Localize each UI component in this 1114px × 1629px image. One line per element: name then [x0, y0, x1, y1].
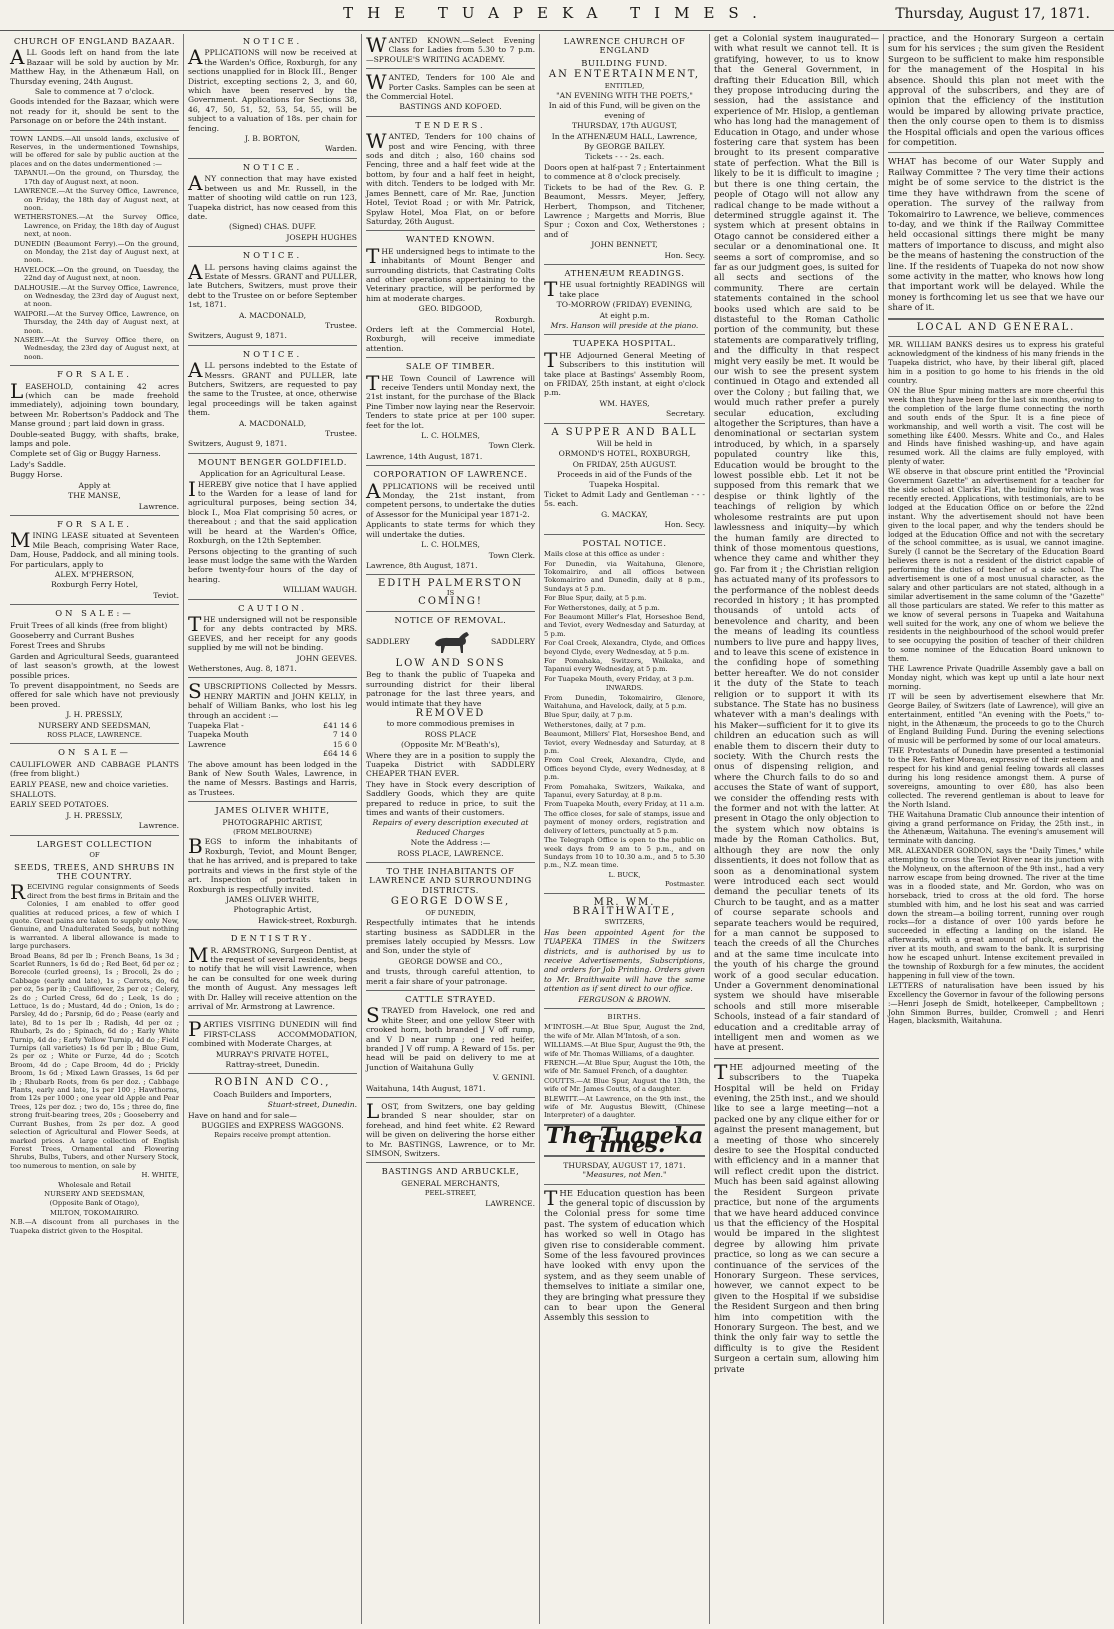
editorial-continued: get a Colonial system inaugurated—with what result we cannot tell. It is gratifying, however, to us to know that the General Government, in drafting their Education Bill, which they propose introducing during the session, had the assistance and experience of Mr. Hislop, a gentleman who has long had the management of Education in Otago, and under whose fostering care that system has been brought to its present comparative state of perfection. What the Bill is likely to be it is difficult to imagine ; but there is one thing certain, the people of Otago will not allow any radical change to be made without a determined struggle against it. The system which at present obtains in Otago cannot be considered either a secular or a denominational one. It seems a sort of compromise, and so far as our judgment goes, is suited for all sects and sections of the community. There are certain statements contained in the school books used which are said to be distasteful to the Roman Catholic portion of the community, but these statements are comparatively trifling, and the difficulty in that respect might very easily be met. It would be our wish to see the present system continued in Otago and extended all over the Colony ; but failing that, we would much rather prefer a purely secular education, excluding altogether the Scriptures, than have a denominational or sectarian system introduced, by which, in a sparsely populated country like this, Education would be brought to the lowest possible ebb. Let it not be supposed from this remark that we despise or think lightly of the teachings of religion by which wholesome restraints are put upon lawlessness and iniquity—by which the human family are directed to think of those momentous questions, whence they came and whither they go. Far from it ; the Christian religion has actuated many of its professors to the performance of the noblest deeds recorded in history ; it has prompted thousands of untold acts of benevolence and charity, and been the means of leading its countless numbers to live pure and happy lives, and to leave this scene of existence in the confiding hope of something better hereafter. We do not consider it the duty of the State to teach religion or to support it with its substance. The State has no business whatever with a man's dealings with his Maker—sufficient for it to give its children an education such as will enable them to discern their duty to society. With the Church rests the onus of dispensing religion, and where the Church fails to do so and accuses the State of want of support, we consider the offending rests with the former and not with the latter. At present in Otago the only objection to the system which now obtains is made by the Roman Catholics. But, although they are now the only dissentients, it does not follow that as soon as a denominational system were introduced each sect would demand the peculiar tenets of its Church to be taught, and as a matter of course separate schools and separate teachers would be required, for a man cannot be supposed to teach the creeds of all the Churches and at the same time inculcate into the youth of his charge the ground work of a good secular education. Under a Government denominational system we should have miserable schools and still more miserable Schools, instead of a fair standard of education and a creditable array of intelligent men and women as we have at present.	[714, 34, 879, 1054]
seeds-ad: RECEIVING regular consignments of Seeds direct from the best firms in Britain and the Colonies, I am enabled to offer good qualities at reduced prices, a few of which I quote. Great pains are taken to supply only New, Genuine, and Unadulterated Seeds, but nothing is warranted. A liberal allowance is made to large purchasers. Broad Beans, 8d per lb ; French Beans, 1s 3d ; Scarlet Runners, 1s 6d do ; Red Beet, 6d per oz ; Borecole (curled greens), 1s ; Brocoli, 2s do ; Cabbage (early and late), 1s ; Carrots, do, 6d per oz, 5s per lb ; Cauliflower, 2s per oz ; Celery, 2s do ; Curled Cress, 6d do ; Leek, 1s do ; Lettuce, 1s do ; Mustard, 4d do ; Onion, 1s do ; Parsley, 4d do ; Parsnip, 6d do ; Pease (early and late), 8d to 1s per lb ; Radish, 4d per oz ; Rhubarb, 2s do ; Spinach, 6d do ; Early White Turnip, 4d do ; Early Yellow Turnip, 4d do ; Field Turnips (all varieties) 1s 6d per lb ; Blue Gum, 2s per oz ; White or Furze, 4d do ; Scotch Broom, 4d do ; Cape Broom, 4d do ; Prickly Broom, 1s 6d ; Mixed Lawn Grasses, 1s 6d per lb ; Rhubarb Roots, from 6s per doz. ; Cabbage Plants, early and late, 1s per 100 ; Hawthorns, from 12s per 1000 ; one year old Apple and Pear Trees, 12s per doz. ; two do, 15s ; three do, fine strong fruit-bearing trees, 20s ; Gooseberry and Currant Bushes, from 2s per doz. A good selection of Agricultural and Flower Seeds, at marked prices. A large collection of English Forest Trees, Ornamental and Flowering Shrubs, Bulbs, Tubers, and other Nursery Stock, too numerous to mention, on sale by H. WHITE, Wholesale and Retail NURSERY AND SEEDSMAN, (Opposite Bank of Otago), MILTON, TOKOMAIRIRO. N.B.—A discount from all purchases in the Tuapeka district given to the Hospital.	[10, 880, 179, 1235]
town-lands-ad: TOWN LANDS.—All unsold lands, exclusive of Reserves, in the undermentioned Townships, will be offered for sale by public auction at the places and on the dates undermentioned :— TAPANUI.—On the ground, on Thursday, the 17th day of August next, at noon. LAWRENCE.—At the Survey Office, Lawrence, on Friday, the 18th day of August next, at noon. WETHERSTONES.—At the Survey Office, Lawrence, on Friday, the 18th day of August next, at noon. DUNEDIN (Beaumont Ferry).—On the ground, on Monday, the 21st day of August next, at noon. HAVELOCK.—On the ground, on Tuesday, the 22nd day of August next, at noon. DALHOUSIE.—At the Survey Office, Lawrence, on Wednesday, the 23rd day of August next, at noon. WAIPORI.—At the Survey Office, Lawrence, on Thursday, the 24th day of August next, at noon. NASEBY.—At the Survey Office there, on Wednesday, the 23rd day of August next, at noon.	[10, 134, 179, 361]
mining-lease-ad: MINING LEASE situated at Seventeen Mile Beach, comprising Water Race, Dam, House, Paddock, and all mining tools. For particulars, apply to ALEX. M'PHERSON, Roxburgh Ferry Hotel, Teviot.	[10, 528, 179, 600]
column-6	[884, 34, 1108, 1624]
saddlery-banner: SADDLERY SADDLERY	[366, 629, 535, 655]
debts-notice: ALL persons indebted to the Estate of Messrs. GRANT and PULLER, late Butchers, Switzers, are requested to pay the same to the Trustee, at once, otherwise legal proceedings will be taken against them. A. MACDONALD, Trustee. Switzers, August 9, 1871.	[188, 358, 357, 449]
leasehold-ad: LEASEHOLD, containing 42 acres (which can be made freehold immediately), adjoining town boundary, between Mr. Robertson's Paddock and The Manse ground ; part laid down in grass. Double-seated Buggy, with shafts, brake, lamps and pole. Complete set of Gig or Buggy Harness. Lady's Saddle. Buggy Horse. Apply at THE MANSE, Lawrence.	[10, 378, 179, 511]
wardens-notice: APPLICATIONS will now be received at the Warden's Office, Roxburgh, for any sections unapplied for in Block III., Benger District, excepting sections 2, 3, and 60, which have been reserved by the Government. Applications for Sections 38, 46, 47, 50, 51, 52, 53, 54, 55, will be subject to a valuation of 18s. per chain for fencing. J. B. BORTON, Warden.	[188, 45, 357, 154]
news-item: THE Protestants of Dunedin have presented a testimonial to the Rev. Father Moreau, expressive of their esteem and respect for his kind and genial feeling towards all classes during his long residence amongst them. A purse of sovereigns, amounting to over £80, has also been collected. The reverend gentleman is about to leave for the North Island.	[888, 746, 1104, 809]
newspaper-title: THE TUAPEKA TIMES.	[343, 4, 771, 22]
births-heading: BIRTHS.	[607, 1013, 642, 1021]
entertainment-ad: ENTITLED, "AN EVENING WITH THE POETS," In aid of this Fund, will be given on the evening of THURSDAY, 17th AUGUST, In the ATHENÆUM HALL, Lawrence, By GEORGE BAILEY. Tickets - - - 2s. each. Doors open at half-past 7 ; Entertainment to commence at 8 o'clock precisely. Tickets to be had of the Rev. G. P. Beaumont, Messrs. Meyer, Jeffery, Herbert, Thompson, and Titchener, Lawrence ; Margetts and Morris, Blue Spur ; Coxon and Cox, Wetherstones ; and of JOHN BENNETT, Hon. Secy.	[544, 81, 705, 260]
news-item: IT will be seen by advertisement elsewhere that Mr. George Bailey, of Switzers (late of Lawrence), will give an entertainment, entitled "An evening with the Poets," to-night, in the Athenæum, the proceeds to go to the Church of England Building Fund. During the evening selections of music will be performed by some of our local amateurs.	[888, 691, 1104, 746]
wanted-known-heading: WANTED KNOWN.	[406, 234, 495, 245]
supper-ball-ad: Will be held in ORMOND'S HOTEL, ROXBURGH, On FRIDAY, 25th AUGUST. Proceeds in aid of the Funds of the Tuapeka Hospital. Ticket to Admit Lady and Gentleman - - - 5s. each. G. MACKAY, Hon. Secy.	[544, 439, 705, 530]
timber-heading: SALE OF TIMBER.	[405, 361, 496, 372]
tenders-heading: TENDERS.	[415, 119, 486, 130]
column-1: CHURCH OF ENGLAND BAZAAR. ALL Goods left on hand from the late Bazaar will be sold by auction by Mr. Matthew Hay, in the Athenæum Hall, on Thursday evening, 24th August. Sale to commence at 7 o'clock. Goods intended for the Bazaar, which were not ready for it, should be sent to the Parsonage on or before the 24th instant. TOWN LANDS.—All unsold lands, exclusive of Reserves, in the undermentioned Townships, will be offered for sale by public auction at the places and on the dates undermentioned :— TAPANUI.—On the ground, on Thursday, the 17th day of August next, at noon. LAWRENCE.—At the Survey Office, Lawrence, on Friday, the 18th day of August next, at noon. WETHERSTONES.—At the Survey Office, Lawrence, on Friday, the 18th day of August next, at noon. DUNEDIN (Beaumont Ferry).—On the ground, on Monday, the 21st day of August next, at noon. HAVELOCK.—On the ground, on Tuesday, the 22nd day of August next, at noon. DALHOUSIE.—At the Survey Office, Lawrence, on Wednesday, the 23rd day of August next, at noon. WAIPORI.—At the Survey Office, Lawrence, on Thursday, the 24th day of August next, at noon. NASEBY.—At the Survey Office there, on Wednesday, the 23rd day of August next, at noon. FOR SALE. LEASEHOLD, containing 42 acres (which can be made freehold immediately), adjoining town boundary, between Mr. Robertson's Paddock and The Manse ground ; part laid down in grass. Double-seated Buggy, with shafts, brake, lamps and pole. Complete set of Gig or Buggy Harness. Lady's Saddle. Buggy Horse. Apply at THE MANSE, Lawrence. FOR SALE. MINING LEASE situated at Seventeen Mile Beach, comprising Water Race, Dam, House, Paddock, and all mining tools. For particulars, apply to ALEX. M'PHERSON, Roxburgh Ferry Hotel, Teviot. ON SALE:— Fruit Trees of all kinds (free from blight) Gooseberry and Currant Bushes Forest Trees and Shrubs Garden and Agricultural Seeds, guaranteed of last season's growth, at the lowest possible prices. To prevent disappointment, no Seeds are offered for sale which have not previously been proved. J. H. PRESSLY, NURSERY AND SEEDSMAN, ROSS PLACE, LAWRENCE. ON SALE— CAULIFLOWER AND CABBAGE PLANTS (free from blight.) EARLY PEASE, new and choice varieties. SHALLOTS. EARLY SEED POTATOES. J. H. PRESSLY, Lawrence. LARGEST COLLECTION OF SEEDS, TREES, AND SHRUBS IN THE COUNTRY. RECEIVING regular consignments of Seeds direct from the best firms in Britain and the Colonies, I am enabled to offer good qualities at reduced prices, a few of which I quote. Great pains are taken to supply only New, Genuine, and Unadulterated Seeds, but nothing is warranted. A liberal allowance is made to large purchasers. Broad Beans, 8d per lb ; French Beans, 1s 3d ; Scarlet Runners, 1s 6d do ; Red Beet, 6d per oz ; Borecole (curled greens), 1s ; Brocoli, 2s do ; Cabbage (early and late), 1s ; Carrots, do, 6d per oz, 5s per lb ; Cauliflower, 2s per oz ; Celery, 2s do ; Curled Cress, 6d do ; Leek, 1s do ; Lettuce, 1s do ; Mustard, 4d do ; Onion, 1s do ; Parsley, 4d do ; Parsnip, 6d do ; Pease (early and late), 8d to 1s per lb ; Radish, 4d per oz ; Rhubarb, 2s do ; Spinach, 6d do ; Early White Turnip, 4d do ; Early Yellow Turnip, 4d do ; Field Turnips (all varieties) 1s 6d per lb ; Blue Gum, 2s per oz ; White or Furze, 4d do ; Scotch Broom, 4d do ; Cape Broom, 4d do ; Prickly Broom, 1s 6d ; Mixed Lawn Grasses, 1s 6d per lb ; Rhubarb Roots, from 6s per doz. ; Cabbage Plants, early and late, 1s per 100 ; Hawthorns, from 12s per 1000 ; one year old Apple and Pear Trees, 12s per doz. ; two do, 15s ; three do, fine strong fruit-bearing trees, 20s ; Gooseberry and Currant Bushes, from 2s per doz. A good selection of Agricultural and Flower Seeds, at marked prices. A large collection of English Forest Trees, Ornamental and Flowering Shrubs, Bulbs, Tubers, and other Nursery Stock, too numerous to mention, on sale by H. WHITE, Wholesale and Retail NURSERY AND SEEDSMAN, (Opposite Bank of Otago), MILTON, TOKOMAIRIRO. N.B.—A discount from all purchases in the Tuapeka district given to the Hospital.	[6, 34, 184, 1624]
postal-notice: Mails close at this office as under : For Dunedin, via Waitahuna, Glenore, Tokomairiro, and all offices between Tokomairiro and Dunedin, daily at 8 p.m., Sundays at 5 p.m. For Blue Spur, daily, at 5 p.m. For Wetherstones, daily, at 5 p.m. For Beaumont Miller's Flat, Horseshoe Bend, and Teviot, every Wednesday and Saturday, at 5 p.m. For Coal Creek, Alexandra, Clyde, and Offices beyond Clyde, every Wednesday, at 5 p.m. For Pomahaka, Switzers, Waikaka, and Tapanui every Wednesday, at 5 p.m. For Tuapeka Mouth, every Friday, at 3 p.m. INWARDS. From Dunedin, Tokomairiro, Glenore, Waitahuna, and Havelock, daily, at 5 p.m. Blue Spur, daily, at 7 p.m. Wetherstones, daily, at 7 p.m. Beaumont, Millers' Flat, Horseshoe Bend, and Teviot, every Wednesday and Saturday, at 8 p.m. From Coal Creek, Alexandra, Clyde, and Offices beyond Clyde, every Wednesday, at 8 p.m. From Pomahaka, Switzers, Waikaka, and Tapanui, every Saturday, at 8 p.m. From Tuapeka Mouth, every Friday, at 11 a.m. The office closes, for sale of stamps, issue and payment of money orders, registration and delivery of letters, punctually at 5 p.m. The Telegraph Office is open to the public on week days from 9 am to 5 p.m., and on Sundays from 10 to 10.30 a.m., and 5 to 5.30 p.m., N.Z. mean time. L. BUCK, Postmaster.	[544, 550, 705, 889]
bastings-heading: BASTINGS AND ARBUCKLE,	[381, 1166, 520, 1177]
bazaar-ad: ALL Goods left on hand from the late Bazaar will be sold by auction by Mr. Matthew Hay, in the Athenæum Hall, on Thursday evening, 24th August. Sale to commence at 7 o'clock. Goods intended for the Bazaar, which were not ready for it, should be sent to the Parsonage on or before the 24th instant.	[10, 45, 179, 126]
editorial-nameplate: The Tuapeka Times.	[545, 1122, 704, 1159]
veterinary-ad: THE undersigned begs to intimate to the inhabitants of Mount Benger and surrounding districts, that Castrating Colts and other operations appertaining to the Veterinary practice, will be performed by him at moderate charges. GEO. BIDGOOD, Roxburgh. Orders left at the Commercial Hotel, Roxburgh, will receive immediate attention.	[366, 243, 535, 353]
local-general-heading: LOCAL AND GENERAL.	[916, 321, 1076, 333]
notice-heading-4: NOTICE.	[242, 348, 303, 359]
fruit-trees-ad: Fruit Trees of all kinds (free from blight) Gooseberry and Currant Bushes Forest Trees and Shrubs Garden and Agricultural Seeds, guaranteed of last season's growth, at the lowest possible prices. To prevent disappointment, no Seeds are offered for sale which have not previously been proved. J. H. PRESSLY, NURSERY AND SEEDSMAN, ROSS PLACE, LAWRENCE.	[10, 620, 179, 740]
low-and-sons-ad: Beg to thank the public of Tuapeka and surrounding district for their liberal patronage for the last three years, and would intimate that they have REMOVED to more commodious premises in ROSS PLACE (Opposite Mr. M'Beath's), Where they are in a position to supply the Tuapeka District with SADDLERY CHEAPER THAN EVER. They have in Stock every description of Saddlery Goods, which they are quite prepared to reduce in price, to suit the times and wants of their customers. Repairs of every description executed at Reduced Charges Note the Address :— ROSS PLACE, LAWRENCE.	[366, 670, 535, 858]
timber-ad: THE Town Council of Lawrence will receive Tenders until Monday next, the 21st instant, for the purchase of the Black Pine Timber now laying near the Reservoir. Tenders to state price at per 100 super. feet for the lot. L. C. HOLMES, Town Clerk. Lawrence, 14th August, 1871.	[366, 370, 535, 461]
braithwaite-heading: MR. WM. BRAITHWAITE,	[572, 896, 677, 917]
hospital-editorial-end: practice, and the Honorary Surgeon a certain sum for his services ; the sum given the Resident Surgeon to be sufficient to make him responsible for the management of the Hospital in his absence. Should this plan not meet with the approval of the subscribers, and they are of opinion that the efficiency of the institution would be impared by allowing private practice, then the only course open to them is to dismiss the Hospital officials and open the various offices for competition.	[888, 34, 1104, 149]
dentistry-ad: MR. ARMSTRONG, Surgeon Dentist, at the request of several residents, begs to notify that he will visit Lawrence, when he can be consulted for one week during the month of August. Any messages left with Dr. Halley will receive attention on the arrival of Mr. Armstrong at Lawrence.	[188, 942, 357, 1011]
subs-row: Tuapeka Mouth 7 14 0	[188, 730, 357, 740]
hotel-ad: PARTIES VISITING DUNEDIN will find FIRST-CLASS ACCOMMODATION, combined with Moderate Charges, at MURRAY'S PRIVATE HOTEL, Rattray-street, Dunedin.	[188, 1017, 357, 1069]
hospital-ad: THE Adjourned General Meeting of Subscribers to this institution will take place at Bastings' Assembly Room, on FRIDAY, 25th instant, at eight o'clock p.m. WM. HAYES, Secretary.	[544, 347, 705, 419]
water-supply-editorial: WHAT has become of our Water Supply and Railway Committee ? The very time their actions might be of some service to the district is the time they have withdrawn from the scene of operation. The survey of the railway from Tokomairiro to Lawrence, we believe, commences to-day, and we think if the Railway Committee held occasional sittings there might be many matters of importance to discuss, and might also be the means of hastening the construction of the line. If the residents of Tuapeka do not now show some activity in the matter, who knows how long that important work will be delayed. While the money is forthcoming let us see that we have our share of it.	[888, 157, 1104, 314]
on-sale-heading: ON SALE:—	[55, 608, 134, 619]
cauliflower-ad: CAULIFLOWER AND CABBAGE PLANTS (free from blight.) EARLY PEASE, new and choice varieties. SHALLOTS. EARLY SEED POTATOES. J. H. PRESSLY, Lawrence.	[10, 759, 179, 831]
braithwaite-ad: SWITZERS, Has been appointed Agent for the TUAPEKA TIMES in the Switzers districts, and is authorised by us to receive Advertisements, Subscriptions, and orders for Job Printing. Orders given to Mr. Braithwaite will have the same attention as if sent direct to our office. FERGUSON & BROWN.	[544, 918, 705, 1004]
dowse-heading: GEORGE DOWSE,	[390, 896, 511, 908]
issue-date: Thursday, August 17, 1871.	[895, 6, 1090, 22]
subscriptions-ad: SUBSCRIPTIONS Collected by Messrs. HENRY MARTIN and JOHN KELLY, in behalf of William Banks, who lost his leg through an accident :— Tuapeka Flat - £41 14 6 Tuapeka Mouth 7 14 0 Lawrence 15 6 0 £64 14 6 The above amount has been lodged in the Bank of New South Wales, Lawrence, in the name of Messrs. Bastings and Harris, as Trustees.	[188, 679, 357, 797]
hospital-heading: TUAPEKA HOSPITAL.	[572, 338, 677, 349]
column-4: LAWRENCE CHURCH OF ENGLAND BUILDING FUND. AN ENTERTAINMENT, ENTITLED, "AN EVENING WITH THE POETS," In aid of this Fund, will be given on the evening of THURSDAY, 17th AUGUST, In the ATHENÆUM HALL, Lawrence, By GEORGE BAILEY. Tickets - - - 2s. each. Doors open at half-past 7 ; Entertainment to commence at 8 o'clock precisely. Tickets to be had of the Rev. G. P. Beaumont, Messrs. Meyer, Jeffery, Herbert, Thompson, and Titchener, Lawrence ; Margetts and Morris, Blue Spur ; Coxon and Cox, Wetherstones ; and of JOHN BENNETT, Hon. Secy. ATHENÆUM READINGS. THE usual fortnightly READINGS will take place TO-MORROW (FRIDAY) EVENING, At eight p.m. Mrs. Hanson will preside at the piano. TUAPEKA HOSPITAL. THE Adjourned General Meeting of Subscribers to this institution will take place at Bastings' Assembly Room, on FRIDAY, 25th instant, at eight o'clock p.m. WM. HAYES, Secretary. A SUPPER AND BALL Will be held in ORMOND'S HOTEL, ROXBURGH, On FRIDAY, 25th AUGUST. Proceeds in aid of the Funds of the Tuapeka Hospital. Ticket to Admit Lady and Gentleman - - - 5s. each. G. MACKAY, Hon. Secy. POSTAL NOTICE. Mails close at this office as under : For Dunedin, via Waitahuna, Glenore, Tokomairiro, and all offices between Tokomairiro and Dunedin, daily at 8 p.m., Sundays at 5 p.m. For Blue Spur, daily, at 5 p.m. For Wetherstones, daily, at 5 p.m. For Beaumont Miller's Flat, Horseshoe Bend, and Teviot, every Wednesday and Saturday, at 5 p.m. For Coal Creek, Alexandra, Clyde, and Offices beyond Clyde, every Wednesday, at 5 p.m. For Pomahaka, Switzers, Waikaka, and Tapanui every Wednesday, at 5 p.m. For Tuapeka Mouth, every Friday, at 3 p.m. INWARDS. From Dunedin, Tokomairiro, Glenore, Waitahuna, and Havelock, daily, at 5 p.m. Blue Spur, daily, at 7 p.m. Wetherstones, daily, at 7 p.m. Beaumont, Millers' Flat, Horseshoe Bend, and Teviot, every Wednesday and Saturday, at 8 p.m. From Coal Creek, Alexandra, Clyde, and Offices beyond Clyde, every Wednesday, at 8 p.m. From Pomahaka, Switzers, Waikaka, and Tapanui, every Saturday, at 8 p.m. From Tuapeka Mouth, every Friday, at 11 a.m. The office closes, for sale of stamps, issue and payment of money orders, registration and delivery of letters, punctually at 5 p.m. The Telegraph Office is open to the public on week days from 9 am to 5 p.m., and on Sundays from 10 to 10.30 a.m., and 5 to 5.30 p.m., N.Z. mean time. L. BUCK, Postmaster. MR. WM. BRAITHWAITE, SWITZERS, Has been appointed Agent for the TUAPEKA TIMES in the Switzers districts, and is authorised by us to receive Advertisements, Subscriptions, and orders for Job Printing. Orders given to Mr. Braithwaite will have the same attention as if sent direct to our office. FERGUSON & BROWN. BIRTHS. M'INTOSH.—At Blue Spur, August the 2nd, the wife of Mr. Allan M'Intosh, of a son. WILLIAMS.—At Blue Spur, August the 9th, the wife of Mr. Thomas Williams, of a daughter. FRENCH.—At Blue Spur, August the 10th, the wife of Mr. Samuel French, of a daughter. COUTTS.—At Blue Spur, August the 13th, the wife of Mr. James Coutts, of a daughter. BLEWITT.—At Lawrence, on the 9th inst., the wife of Mr. Augustus Blewitt, (Chinese Interpreter) of a daughter. The Tuapeka Times. THURSDAY, AUGUST 17, 1871. "Measures, not Men." THE Education question has been the general topic of discussion by the Colonial press for some time past. The system of education which has worked so well in Otago has given rise to considerable comment. Some of the less favoured provinces have looked with envy upon the system, and as they seem unable of themselves to initiate a similar one, they are bringing what pressure they can to bear upon the General Assembly this session to	[540, 34, 710, 1624]
corporation-ad: APPLICATIONS will be received until Monday, the 21st instant, from competent persons, to undertake the duties of Assessor for the Municipal year 1871-2. Applicants to state terms for which they will undertake the duties. L. C. HOLMES, Town Clerk. Lawrence, 8th August, 1871.	[366, 478, 535, 570]
bastings-ad: GENERAL MERCHANTS, PEEL-STREET, LAWRENCE.	[401, 1178, 535, 1208]
subs-row: Lawrence 15 6 0	[188, 739, 357, 749]
benger-ad: Application for an Agricultural Lease. IHEREBY give notice that I have applied to the Warden for a lease of land for agricultural purposes, being section 34, block I., Moa Flat comprising 50 acres, or thereabout ; and that the said application will be heard at the Warden's Office, Roxburgh, on the 12th September. Persons objecting to the granting of such lease must lodge the same with the Warden before twenty-four hours of the day of hearing. WILLIAM WAUGH.	[188, 469, 357, 595]
inhabitants-heading: TO THE INHABITANTS OF LAWRENCE AND SURROUNDING DISTRICTS.	[369, 866, 532, 895]
robin-ad: Coach Builders and Importers, Stuart-street, Dunedin. Have on hand and for sale— BUGGIES and EXPRESS WAGGONS. Repairs receive prompt attention.	[188, 1089, 357, 1140]
dowse-ad: OF DUNEDIN, Respectfully intimates that he intends starting business as SADDLER in the premises lately occupied by Messrs. Low and Son, under the style of GEORGE DOWSE and CO., and trusts, through careful attention, to merit a fair share of your patronage.	[366, 908, 535, 986]
column-5	[710, 34, 884, 1624]
for-sale-heading-2: FOR SALE.	[57, 518, 132, 529]
church-fund-heading: LAWRENCE CHURCH OF ENGLAND	[563, 36, 686, 56]
for-sale-heading: FOR SALE.	[57, 369, 132, 380]
news-item: WE observe in that obscure print entitled the "Provincial Government Gazette" an advertisement for a teacher for the side school at Clarks Flat, the building for which was recently erected. Applications, with testimonials, are to be lodged at the Education Office on or before the 22nd instant. Why the advertisement should not have been given to the local paper, and why the tenders should be lodged at the Education Office and not with the secretary of the school committee, as is usual, we cannot imagine. Surely (I cannot be the Secretary of the Education Board believes there is not a resident of the district capable of performing the duties of teacher of a side school. The advertisement is one of a most unusual character, as the salary and other particulars are not stated, although in a similar advertisement in the same column of the "Gazette" all those particulars are stated. We refer to this matter as we know of several persons in Tuapeka and Waitahuna well suited for the work, any one of whom we believe the residents in the neighbourhood of the school would prefer to see occupying the position of teacher of their children to some nominee of the Education Board unknown to them.	[888, 467, 1104, 664]
edith-palmerston: EDITH PALMERSTON	[377, 578, 524, 590]
photo-heading: JAMES OLIVER WHITE,	[215, 805, 330, 816]
births-list: M'INTOSH.—At Blue Spur, August the 2nd, the wife of Mr. Allan M'Intosh, of a son. WILLIAMS.—At Blue Spur, August the 9th, the wife of Mr. Thomas Williams, of a daughter. FRENCH.—At Blue Spur, August the 10th, the wife of Mr. Samuel French, of a daughter. COUTTS.—At Blue Spur, August the 13th, the wife of Mr. James Coutts, of a daughter. BLEWITT.—At Lawrence, on the 9th inst., the wife of Mr. Augustus Blewitt, (Chinese Interpreter) of a daughter.	[544, 1023, 705, 1120]
tenders-ad: WANTED, Tenders for 100 chains of post and wire Fencing, with three sods and ditch ; also, 160 chains sod Fencing, three and a half feet wide at the bottom, by four and a half feet in height, with ditch. Tenders to be lodged with Mr. James Bennett, care of Mr. Rae, Junction Hotel, Teviot Road ; or with Mr. Patrick, Spylaw Hotel, Moa Flat, on or before Saturday, 26th August.	[366, 129, 535, 226]
notice-heading: NOTICE.	[242, 36, 303, 46]
column-2	[184, 34, 362, 1624]
column-3: WANTED KNOWN.—Select Evening Class for Ladies from 5.30 to 7 p.m. —SPROULE'S WRITING ACADEMY. WANTED, Tenders for 100 Ale and Porter Casks. Samples can be seen at the Commercial Hotel. BASTINGS AND KOFOED. TENDERS. WANTED, Tenders for 100 chains of post and wire Fencing, with three sods and ditch ; also, 160 chains sod Fencing, three and a half feet wide at the bottom, by four and a half feet in height, with ditch. Tenders to be lodged with Mr. James Bennett, care of Mr. Rae, Junction Hotel, Teviot Road ; or with Mr. Patrick, Spylaw Hotel, Moa Flat, on or before Saturday, 26th August. WANTED KNOWN. THE undersigned begs to intimate to the inhabitants of Mount Benger and surrounding districts, that Castrating Colts and other operations appertaining to the Veterinary practice, will be performed by him at moderate charges. GEO. BIDGOOD, Roxburgh. Orders left at the Commercial Hotel, Roxburgh, will receive immediate attention. SALE OF TIMBER. THE Town Council of Lawrence will receive Tenders until Monday next, the 21st instant, for the purchase of the Black Pine Timber now laying near the Reservoir. Tenders to state price at per 100 super. feet for the lot. L. C. HOLMES, Town Clerk. Lawrence, 14th August, 1871. CORPORATION OF LAWRENCE. APPLICATIONS will be received until Monday, the 21st instant, from competent persons, to undertake the duties of Assessor for the Municipal year 1871-2. Applicants to state terms for which they will undertake the duties. L. C. HOLMES, Town Clerk. Lawrence, 8th August, 1871. EDITH PALMERSTON IS COMING! NOTICE OF REMOVAL. SADDLERY SADDLERY LOW AND SONS Beg to thank the public of Tuapeka and surrounding district for their liberal patronage for the last three years, and would intimate that they have REMOVED to more commodious premises in ROSS PLACE (Opposite Mr. M'Beath's), Where they are in a position to supply the Tuapeka District with SADDLERY CHEAPER THAN EVER. They have in Stock every description of Saddlery Goods, which they are quite prepared to reduce in price, to suit the times and wants of their customers. Repairs of every description executed at Reduced Charges Note the Address :— ROSS PLACE, LAWRENCE. TO THE INHABITANTS OF LAWRENCE AND SURROUNDING DISTRICTS. GEORGE DOWSE, OF DUNEDIN, Respectfully intimates that he intends starting business as SADDLER in the premises lately occupied by Messrs. Low and Son, under the style of GEORGE DOWSE and CO., and trusts, through careful attention, to merit a fair share of your patronage. CATTLE STRAYED. STRAYED from Havelock, one red and white Steer, and one yellow Steer with crooked horn, both branded J V off rump, and V D near rump ; one red heifer, branded J V off rump. A Reward of 15s. per head will be paid on delivery to me at Junction of Waitahuna Gully V. GENINI. Waitahuna, 14th August, 1871. LOST, from Switzers, one bay gelding branded S near shoulder, star on forehead, and hind feet white. £2 Reward will be given on delivering the horse either to Mr. BASTINGS, Lawrence, or to Mr. SIMSON, Switzers. BASTINGS AND ARBUCKLE, GENERAL MERCHANTS, PEEL-STREET, LAWRENCE.	[362, 34, 540, 1624]
on-sale-heading-2: ON SALE—	[58, 747, 131, 758]
news-item: THE Lawrence Private Quadrille Assembly gave a ball on Monday night, which was kept up until a late hour next morning.	[888, 664, 1104, 691]
largest-collection-heading: LARGEST COLLECTION	[36, 838, 153, 849]
athenaeum-heading: ATHENÆUM READINGS.	[564, 267, 685, 278]
masthead	[0, 0, 1114, 31]
notice-heading-3: NOTICE.	[242, 250, 303, 261]
cattle-strayed-ad: STRAYED from Havelock, one red and white Steer, and one yellow Steer with crooked horn, both branded J V off rump, and V D near rump ; one red heifer, branded J V off rump. A Reward of 15s. per head will be paid on delivery to me at Junction of Waitahuna Gully V. GENINI. Waitahuna, 14th August, 1871.	[366, 1003, 535, 1093]
hospital-editorial: THE adjourned meeting of the subscribers to the Tuapeka Hospital will be held on Friday evening, the 25th inst., and we should like to see a large meeting—not a packed one by any clique either for or against the present management, but a meeting of those who sincerely desire to see the Hospital conducted with efficiency and in a manner that will reflect credit upon the district. Much has been said against allowing the Resident Surgeon private practice, but none of the arguments that we have heard adduced convince us that the efficiency of the Hospital would be impared in the slightest degree by allowing him private practice, so long as we can secure a continuance of the services of the Honorary Surgeon. These services, however, we cannot expect to be given to the Hospital if we subsidise the Resident Surgeon and then bring him into competition with the Honorary Surgeon. The best, and we think the only fair way to settle the difficulty is to give the Resident Surgeon a certain sum, allowing him private	[714, 1059, 879, 1375]
entertainment-heading: AN ENTERTAINMENT,	[548, 69, 701, 81]
athenaeum-ad: THE usual fortnightly READINGS will take place TO-MORROW (FRIDAY) EVENING, At eight p.m. Mrs. Hanson will preside at the piano.	[544, 277, 705, 330]
editorial-date: THURSDAY, AUGUST 17, 1871.	[563, 1160, 686, 1170]
news-item: MR. ALEXANDER GORDON, says the "Daily Times," while attempting to cross the Teviot River near its junction with the Molyneux, on the afternoon of the 9th inst., had a very narrow escape from being drowned. The river at the time was in a flooded state, and Mr. Gordon, who was on horseback, tried to cross at the old ford. The horse stumbled with him, and he lost his seat and was carried down the stream—a boiling torrent, running over rough rocks—for a distance of over 100 yards before he succeeded in effecting a landing on the island. He afterwards, with a great amount of pluck, entered the river at its mouth, and swam to the bank. It is surprising how he escaped unhurt. Intense excitement prevailed in the township of Roxburgh for a few minutes, the accident happening in full view of the town.	[888, 846, 1104, 980]
dentistry-heading: DENTISTRY.	[230, 933, 315, 944]
cattle-notice: ANY connection that may have existed between us and Mr. Russell, in the matter of shooting wild cattle on run 123, Tuapeka district, has now ceased from this date. (Signed) CHAS. DUFF. JOSEPH HUGHES	[188, 171, 357, 242]
claims-notice: ALL persons having claims against the Estate of Messrs. GRANT and PULLER, late Butchers, Switzers, must prove their debt to the Trustee on or before September 1st, 1871. A. MACDONALD, Trustee. Switzers, August 9, 1871.	[188, 259, 357, 341]
casks-ad: WANTED, Tenders for 100 Ale and Porter Casks. Samples can be seen at the Commercial Hotel. BASTINGS AND KOFOED.	[366, 70, 535, 112]
supper-ball-heading: A SUPPER AND BALL	[551, 426, 698, 438]
robin-heading: ROBIN AND CO.,	[214, 1077, 331, 1089]
caution-heading: CAUTION.	[238, 602, 307, 613]
benger-heading: MOUNT BENGER GOLDFIELD.	[198, 456, 347, 467]
removal-heading: NOTICE OF REMOVAL.	[394, 614, 507, 625]
caution-ad: THE undersigned will not be responsible for any debts contracted by MRS. GEEVES, and her receipt for any goods supplied by me will not be binding. JOHN GEEVES. Wetherstones, Aug. 8, 1871.	[188, 611, 357, 673]
subs-row: Tuapeka Flat - £41 14 6	[188, 721, 357, 730]
low-and-sons-heading: LOW AND SONS	[395, 657, 506, 669]
corporation-heading: CORPORATION OF LAWRENCE.	[373, 469, 528, 480]
writing-academy-ad: WANTED KNOWN.—Select Evening Class for Ladies from 5.30 to 7 p.m. —SPROULE'S WRITING ACADEMY.	[366, 34, 535, 64]
cattle-strayed-heading: CATTLE STRAYED.	[405, 993, 496, 1004]
subs-total: £64 14 6	[323, 749, 357, 759]
page-columns	[6, 34, 1108, 1624]
bazaar-heading: CHURCH OF ENGLAND BAZAAR.	[13, 36, 176, 46]
news-item: ON the Blue Spur mining matters are more cheerful this week than they have been for the last six months, owing to the completion of the large flume connecting the north and south ends of the Spur. It is a fine piece of workmanship, and well worth a visit. The cost will be something like £400. Messrs. White and Co., and Hales and Hinds have finished washing-up, and have again resumed work. All the claims are fully employed, with plenty of water.	[888, 386, 1104, 467]
lost-horse-ad: LOST, from Switzers, one bay gelding branded S near shoulder, star on forehead, and hind feet white. £2 Reward will be given on delivering the horse either to Mr. BASTINGS, Lawrence, or to Mr. SIMSON, Switzers.	[366, 1099, 535, 1159]
notice-heading-2: NOTICE.	[242, 161, 303, 172]
news-item: MR. WILLIAM BANKS desires us to express his grateful acknowledgment of the kindness of his many friends in the Tuapeka district, who have, by their liberal gift, placed him in a position to go home to his friends in the old country.	[888, 340, 1104, 386]
horse-icon	[429, 629, 473, 655]
news-item: THE Waitahuna Dramatic Club announce their intention of giving a grand performance on Friday, the 25th inst., in the Athenæum, Waitahuna. The evening's amusement will terminate with dancing.	[888, 809, 1104, 846]
local-news	[888, 341, 1104, 1026]
editorial-text: THE Education question has been the general topic of discussion by the Colonial press for some time past. The system of education which has worked so well in Otago has given rise to considerable comment. Some of the less favoured provinces have looked with envy upon the system, and as they seem unable of themselves to initiate a similar one, they are bringing what pressure they can to bear upon the General Assembly this session to	[544, 1185, 705, 1324]
editorial-motto: "Measures, not Men."	[582, 1170, 667, 1180]
photo-ad: PHOTOGRAPHIC ARTIST, (FROM MELBOURNE) BEGS to inform the inhabitants of Roxburgh, Teviot, and Mount Benger, that he has arrived, and is prepared to take portraits and views in the first style of the art. Inspection of portraits taken in Roxburgh is respectfully invited. JAMES OLIVER WHITE, Photographic Artist, Hawick-street, Roxburgh.	[188, 817, 357, 925]
postal-heading: POSTAL NOTICE.	[582, 537, 667, 548]
news-item: LETTERS of naturalisation have been issued by his Excellency the Governor in favour of the following persons :—Henri Joseph de Smidt, hotelkeeper, Campbelltown ; John Simmon Burres, builder, Cromwell ; and Henri Hagen, blacksmith, Waitahuna.	[888, 980, 1104, 1026]
